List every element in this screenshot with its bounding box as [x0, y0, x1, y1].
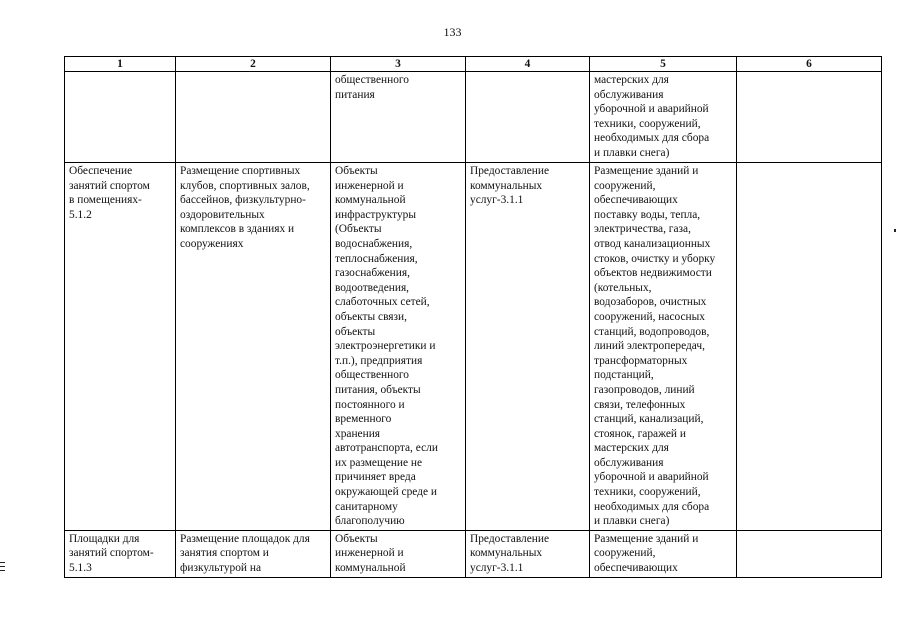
cell-text: Размещение зданий и сооружений, обеспечивающих	[594, 532, 699, 575]
scan-artifact-mark	[0, 562, 5, 563]
table-cell	[466, 163, 590, 531]
cell-text: Объекты инженерной и коммунальной	[335, 532, 406, 575]
cell-text: Обеспечение занятий спортом в помещениях- 5.1.2	[69, 165, 150, 221]
column-header-3: 3	[331, 57, 466, 72]
scan-artifact-mark	[894, 229, 896, 232]
cell-text: Объекты инженерной и коммунальной инфраструктуры (Объекты водоснабжения, теплоснабжения, газоснабжения, водоотведения, слаботочных сетей, объекты связи, объекты электроэнергетики и т.п.), предприятия общественного питания, объекты постоянного и временного хранения автотранспорта, если их размещение не причиняет вреда окружающей среде и санитарному благополучию	[335, 165, 438, 528]
page-number: 133	[443, 25, 462, 39]
cell-text: Предоставление коммунальных услуг-3.1.1	[470, 165, 550, 207]
cell-text: Размещение спортивных клубов, спортивных залов, бассейнов, физкультурно- оздоровительных комплексов в зданиях и сооружениях	[180, 165, 310, 250]
table-cell	[176, 72, 331, 163]
table-row	[65, 72, 882, 163]
column-header-1: 1	[65, 57, 176, 72]
table-cell	[176, 163, 331, 531]
table-cell	[737, 163, 882, 531]
header-row	[65, 57, 882, 72]
cell-text: Размещение площадок для занятия спортом и физкультурой на	[180, 532, 310, 575]
table-row	[65, 163, 882, 531]
table-cell	[737, 72, 882, 163]
table-cell	[65, 163, 176, 531]
cell-text: мастерских для обслуживания уборочной и аварийной техники, сооружений, необходимых для сбора и плавки снега)	[594, 74, 710, 159]
table-cell	[331, 163, 466, 531]
table-row	[65, 530, 882, 577]
table-cell	[176, 530, 331, 577]
land-use-table	[64, 56, 882, 578]
table-cell	[590, 530, 737, 577]
column-header-6: 6	[737, 57, 882, 72]
cell-text: общественного питания	[335, 74, 409, 101]
table-cell	[331, 72, 466, 163]
scan-artifact-mark	[0, 566, 5, 567]
cell-text: Предоставление коммунальных услуг-3.1.1	[470, 532, 550, 575]
table-cell	[466, 72, 590, 163]
column-header-2: 2	[176, 57, 331, 72]
table-cell	[590, 72, 737, 163]
table-cell	[65, 530, 176, 577]
table-cell	[65, 72, 176, 163]
table-cell	[331, 530, 466, 577]
scan-artifact-mark	[0, 570, 5, 571]
table-cell	[590, 163, 737, 531]
cell-text: Площадки для занятий спортом- 5.1.3	[69, 532, 154, 575]
table-cell	[466, 530, 590, 577]
cell-text: Размещение зданий и сооружений, обеспечивающих поставку воды, тепла, электричества, газа, отвод канализационных стоков, очистку и уборку объектов недвижимости (котельных, водозаборов, очистных сооружений, насосных станций, водопроводов, линий электропередач, трансформаторных подстанций, газопроводов, линий связи, телефонных станций, канализаций, стоянок, гаражей и мастерских для обслуживания уборочной и аварийной техники, сооружений, необходимых для сбора и плавки снега)	[594, 165, 716, 528]
column-header-4: 4	[466, 57, 590, 72]
column-header-5: 5	[590, 57, 737, 72]
table-cell	[737, 530, 882, 577]
